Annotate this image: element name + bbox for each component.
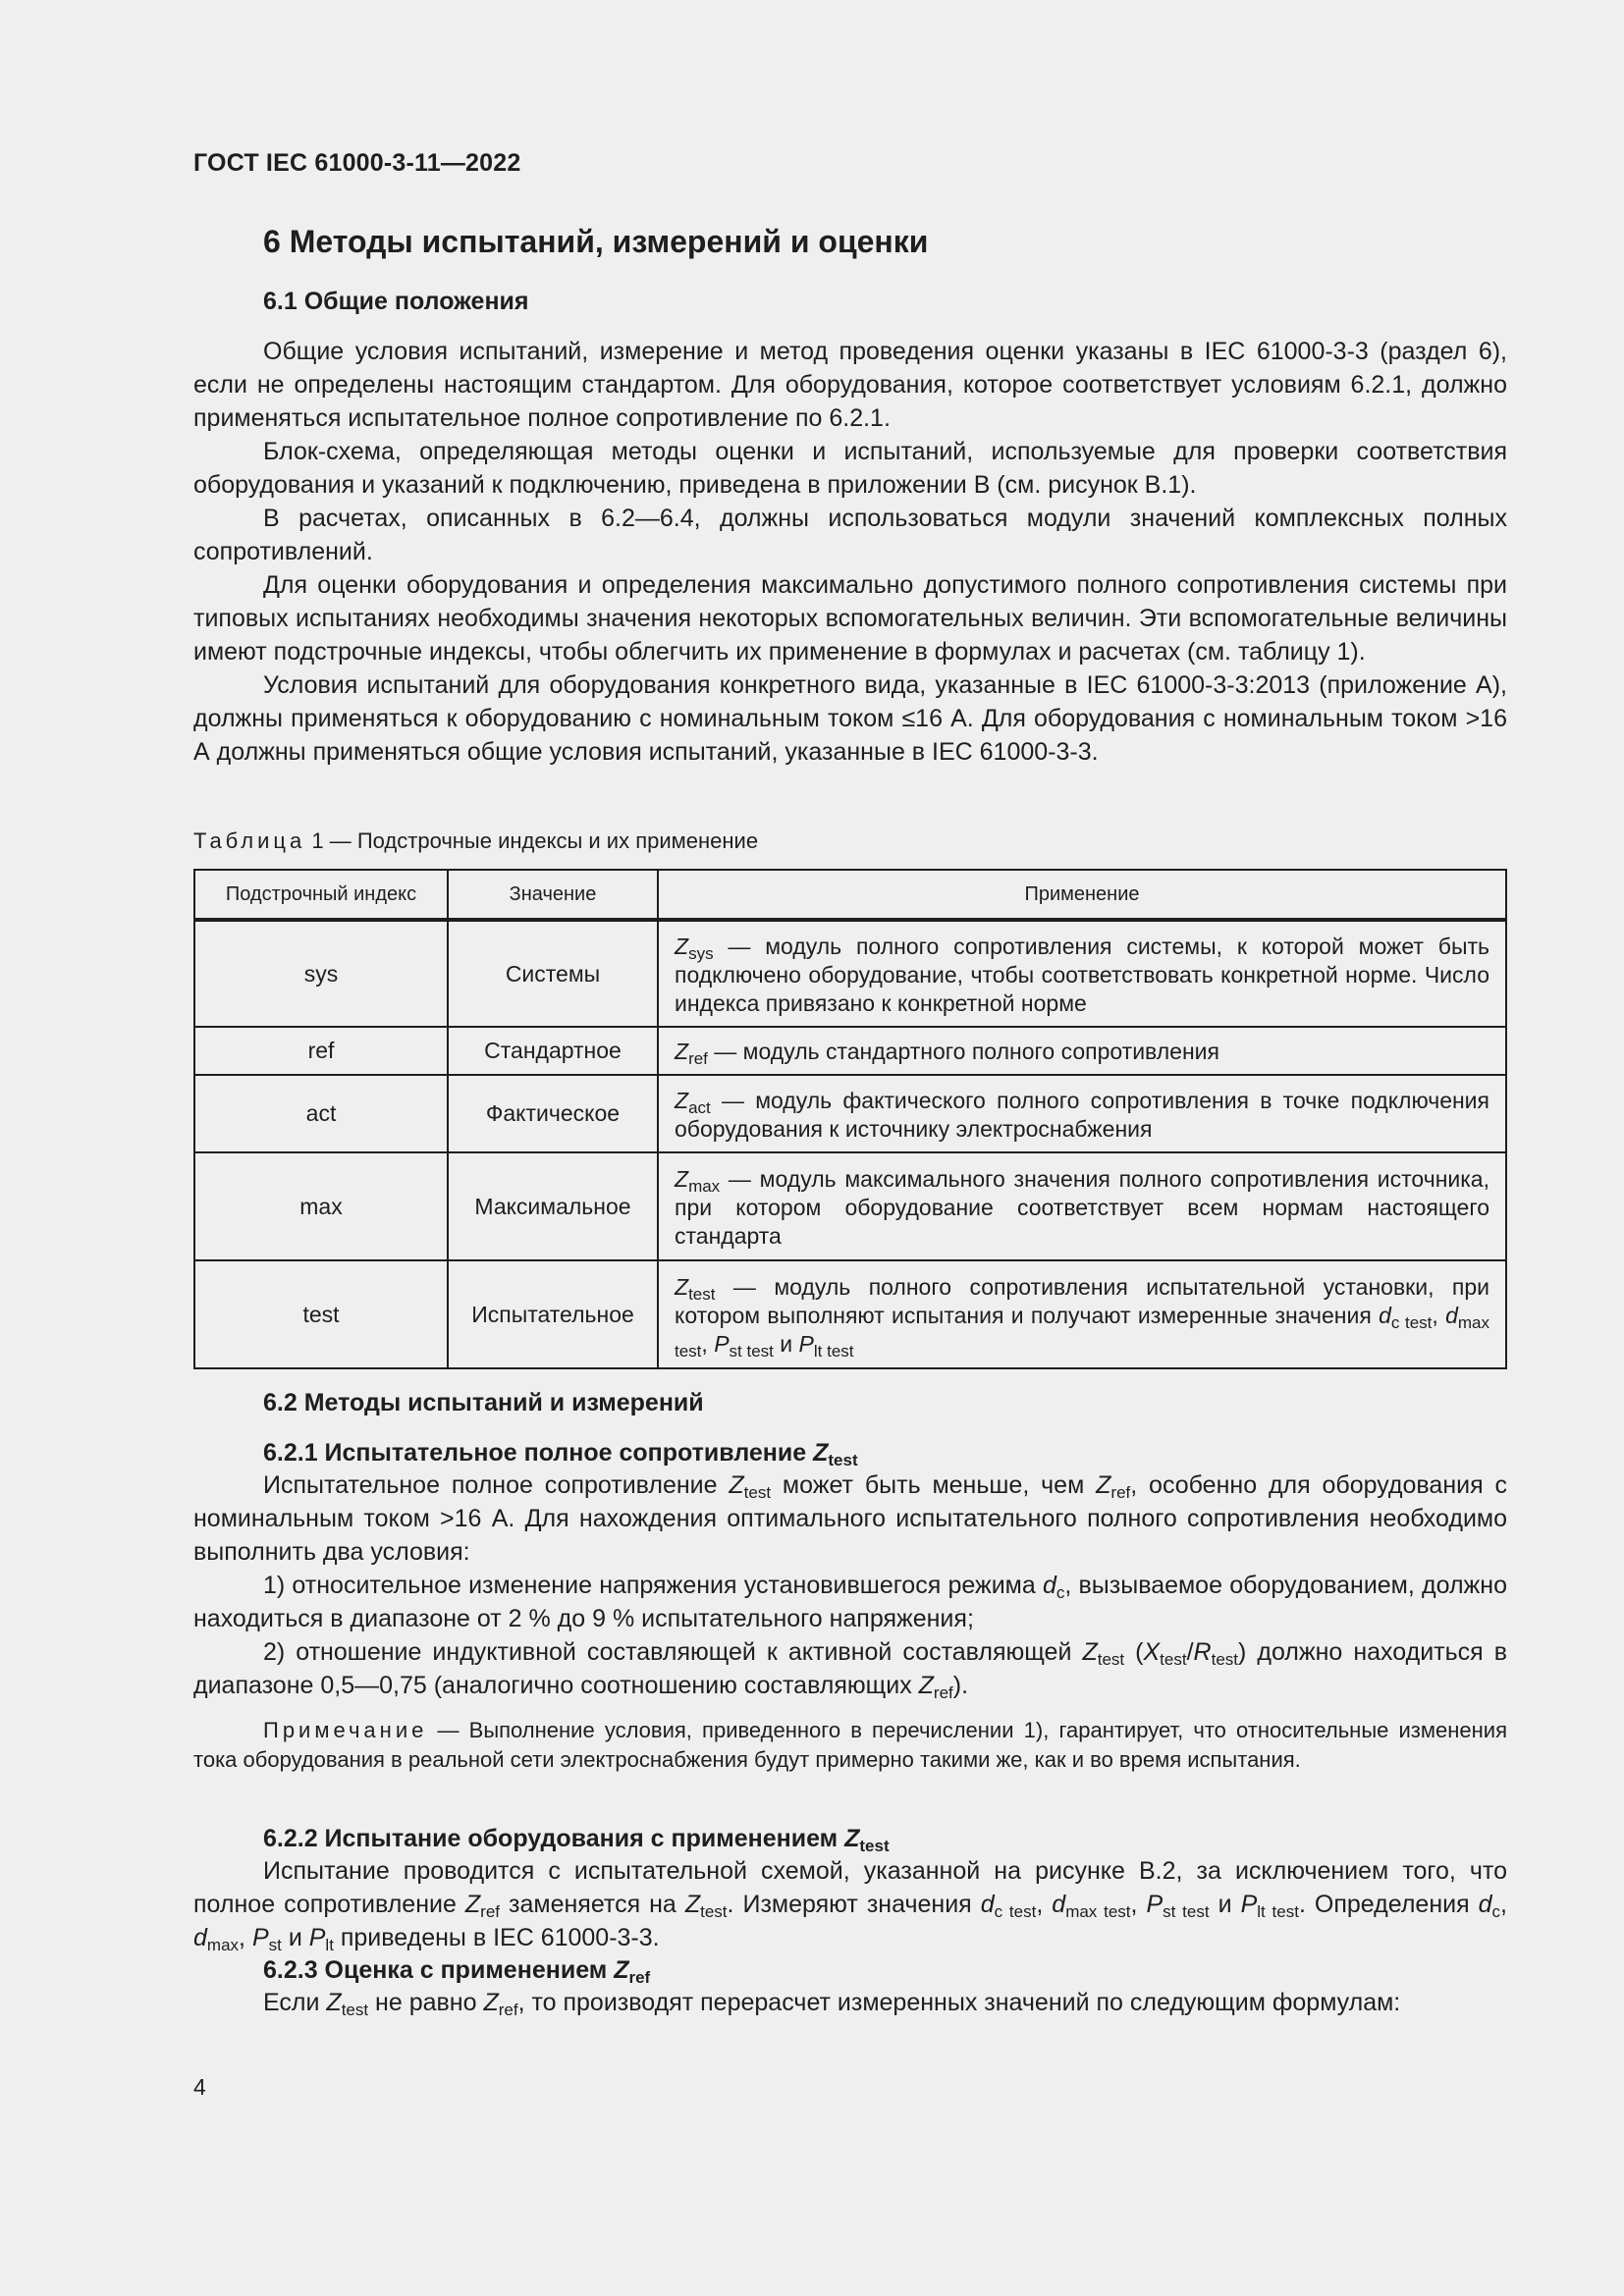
table-row: [194, 1152, 1506, 1260]
subscript-table: [193, 869, 1507, 1369]
table-row: [194, 1260, 1506, 1368]
meaning-cell: Системы: [448, 920, 658, 1027]
paragraph: Если $Z_{test}$ не равно $Z_{ref}$, то производят перерасчет измеренных значений по следующим формулам:: [263, 1989, 1401, 2019]
index-cell: test: [194, 1260, 448, 1368]
page-number: 4: [193, 2074, 206, 2100]
note: Примечание — Выполнение условия, приведенного в перечислении 1), гарантирует, что относительные изменения тока оборудования в реальной сети электроснабжения будут примерно такими же, как и во время испытания.: [193, 1718, 1507, 1772]
application-cell: $Z_{sys}$ — модуль полного сопротивления системы, к которой может быть подключено оборудование, чтобы соответствовать конкретной норме. Число индекса привязано к конкретной норме: [658, 920, 1506, 1027]
document-page: [193, 0, 1507, 2296]
table-caption-label: Таблица: [193, 828, 306, 853]
meaning-cell: Стандартное: [448, 1027, 658, 1075]
paragraph: Для оценки оборудования и определения максимально допустимого полного сопротивления системы при типовых испытаниях необходимы значения некоторых вспомогательных величин. Эти вспомогательные величины имеют подстрочные индексы, чтобы облегчить их применение в формулах и расчетах (см. таблицу 1).: [193, 571, 1507, 666]
application-cell: $Z_{test}$ — модуль полного сопротивления испытательной установки, при котором выполняют испытания и получают измеренные значения $d_{c test}$, $d_{max test}$, $P_{st test}$ и $P_{lt test}$: [658, 1260, 1506, 1368]
column-header: Значение: [448, 870, 658, 920]
meaning-cell: Испытательное: [448, 1260, 658, 1368]
subsection-6-2-1-title: 6.2.1 Испытательное полное сопротивление $Z_{test}$: [263, 1439, 858, 1469]
application-cell: $Z_{ref}$ — модуль стандартного полного сопротивления: [658, 1027, 1506, 1075]
table-row: [194, 1027, 1506, 1075]
paragraph: В расчетах, описанных в 6.2—6.4, должны использоваться модули значений комплексных полных сопротивлений.: [193, 505, 1507, 565]
list-item: 2) отношение индуктивной составляющей к активной составляющей $Z_{test}$ $(X_{test}/R_{test})$ должно находиться в диапазоне 0,5—0,75 (аналогично соотношению составляющих $Z_{ref}$).: [193, 1638, 1507, 1702]
paragraph: Испытание проводится с испытательной схемой, указанной на рисунке В.2, за исключением того, что полное сопротивление $Z_{ref}$ заменяется на $Z_{test}$. Измеряют значения $d_{c test}$, $d_{max test}$, $P_{st test}$ и $P_{lt test}$. Определения $d_c$, $d_{max}$, $P_{st}$ и $P_{lt}$ приведены в IEC 61000-3-3.: [193, 1857, 1507, 1954]
table-caption: [193, 828, 1507, 854]
table-row: [194, 920, 1506, 1027]
subsection-6-1-title: 6.1 Общие положения: [263, 288, 529, 315]
application-cell: $Z_{act}$ — модуль фактического полного сопротивления в точке подключения оборудования к источнику электроснабжения: [658, 1075, 1506, 1152]
standard-header: ГОСТ IEC 61000-3-11—2022: [193, 149, 521, 177]
subsection-6-2-3-title: 6.2.3 Оценка с применением $Z_{ref}$: [263, 1956, 651, 1987]
section-6-1-body: [193, 335, 1507, 769]
column-header: Подстрочный индекс: [194, 870, 448, 920]
subsection-6-2-title: 6.2 Методы испытаний и измерений: [263, 1389, 704, 1416]
section-6-2-1: [193, 1437, 1507, 1775]
table-row: [194, 1075, 1506, 1152]
paragraph: Испытательное полное сопротивление $Z_{test}$ может быть меньше, чем $Z_{ref}$, особенно для оборудования с номинальным током >16 А. Для нахождения оптимального испытательного полного сопротивления необходимо выполнить два условия:: [193, 1471, 1507, 1566]
index-cell: act: [194, 1075, 448, 1152]
table-caption-text: 1 — Подстрочные индексы и их применение: [311, 828, 759, 853]
index-cell: sys: [194, 920, 448, 1027]
index-cell: max: [194, 1152, 448, 1260]
application-cell: $Z_{max}$ — модуль максимального значения полного сопротивления источника, при котором оборудование соответствует всем нормам настоящего стандарта: [658, 1152, 1506, 1260]
meaning-cell: Максимальное: [448, 1152, 658, 1260]
section-6-2-2: [193, 1823, 1507, 2019]
table-header-row: [194, 870, 1506, 920]
meaning-cell: Фактическое: [448, 1075, 658, 1152]
subsection-6-2-2-title: 6.2.2 Испытание оборудования с применением $Z_{test}$: [263, 1825, 890, 1855]
paragraph: Блок-схема, определяющая методы оценки и испытаний, используемые для проверки соответствия оборудования и указаний к подключению, приведена в приложении В (см. рисунок В.1).: [193, 438, 1507, 499]
index-cell: ref: [194, 1027, 448, 1075]
list-item: 1) относительное изменение напряжения установившегося режима $d_c$, вызываемое оборудованием, должно находиться в диапазоне от 2 % до 9 % испытательного напряжения;: [193, 1572, 1507, 1632]
paragraph: Общие условия испытаний, измерение и метод проведения оценки указаны в IEC 61000-3-3 (раздел 6), если не определены настоящим стандартом. Для оборудования, которое соответствует условиям 6.2.1, должно применяться испытательное полное сопротивление по 6.2.1.: [193, 338, 1507, 432]
column-header: Применение: [658, 870, 1506, 920]
paragraph: Условия испытаний для оборудования конкретного вида, указанные в IEC 61000-3-3:2013 (приложение А), должны применяться к оборудованию с номинальным током ≤16 А. Для оборудования с номинальным током >16 А должны применяться общие условия испытаний, указанные в IEC 61000-3-3.: [193, 671, 1507, 766]
section-title: 6 Методы испытаний, измерений и оценки: [263, 224, 929, 259]
